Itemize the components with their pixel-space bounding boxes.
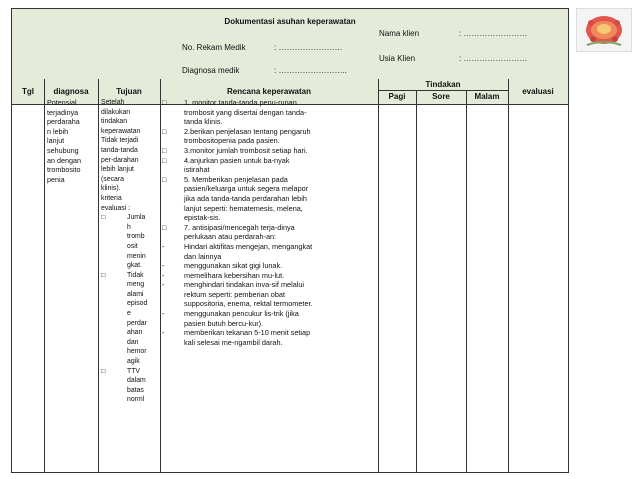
- tujuan-line: tindakan: [101, 118, 128, 126]
- diagnosa-medik-label: Diagnosa medik: [182, 66, 240, 75]
- criteria-line: [101, 319, 147, 329]
- criteria-line: [101, 252, 147, 262]
- rencana-text: jika ada tanda-tanda perdarahan lebih: [184, 193, 307, 203]
- dash-marker: -: [162, 241, 165, 251]
- rencana-line: [162, 146, 376, 156]
- col-malam: Malam: [474, 92, 500, 101]
- rencana-text: trombositopenia pada pasien.: [184, 136, 280, 146]
- rencana-text: Hindari aktifitas mengejan, mengangkat: [184, 241, 313, 251]
- col-sore: Sore: [432, 92, 450, 101]
- rencana-line: [162, 127, 376, 137]
- grid-line: [98, 79, 99, 472]
- rencana-line: [162, 136, 376, 146]
- criteria-text: Tidak: [127, 271, 144, 279]
- rencana-line: [162, 280, 376, 290]
- tujuan-line: klinis).: [101, 185, 121, 193]
- criteria-line: [101, 386, 147, 396]
- rencana-line: [162, 338, 376, 348]
- rencana-text: rektum seperti: pemberian obat: [184, 289, 285, 299]
- checkbox-icon: □: [162, 98, 167, 107]
- criteria-text: perdar: [127, 319, 147, 327]
- checkbox-icon: □: [162, 145, 167, 155]
- col-tindakan: Tindakan: [425, 80, 461, 89]
- criteria-text: gkat.: [127, 262, 142, 270]
- diagnosa-line: sehubung: [47, 145, 79, 155]
- criteria-text: hemor: [127, 348, 147, 356]
- rencana-line: [162, 184, 376, 194]
- rencana-text: lanjut seperti: hematemesis, melena,: [184, 203, 303, 213]
- criteria-line: [101, 213, 147, 223]
- dash-marker: -: [162, 261, 165, 271]
- diagnosa-line: Potensial: [47, 98, 77, 107]
- rencana-line: [162, 117, 376, 127]
- rencana-line: [162, 98, 376, 108]
- diagnosa-cell: [47, 98, 81, 184]
- usia-klien-label: Usia Klien: [379, 54, 416, 63]
- tujuan-line: dilakukan: [101, 108, 131, 116]
- rencana-line: [162, 328, 376, 338]
- rencana-line: [162, 175, 376, 185]
- criteria-line: [101, 338, 147, 348]
- rencana-line: [162, 108, 376, 118]
- rekam-medik-value: : ……………………: [274, 43, 343, 52]
- rencana-line: [162, 165, 376, 175]
- diagnosa-line: an dengan: [47, 155, 81, 165]
- rencana-text: 3.monitor jumlah trombosit setiap hari.: [184, 145, 308, 155]
- tujuan-line: evaluasi :: [101, 204, 131, 212]
- checkbox-icon: □: [162, 155, 167, 165]
- criteria-text: episod: [127, 300, 148, 308]
- rencana-text: pasien butuh bercu-kur).: [184, 318, 264, 328]
- rencana-text: memelihara kebersihan mu-lut.: [184, 270, 285, 280]
- diagnosa-line: penia: [47, 174, 65, 184]
- criteria-text: ahan: [127, 329, 143, 337]
- checkbox-icon: □: [101, 367, 106, 375]
- dash-marker: -: [162, 309, 165, 319]
- grid-line: [378, 79, 379, 472]
- rencana-line: [162, 252, 376, 262]
- criteria-text: agik: [127, 358, 140, 366]
- col-diagnosa: diagnosa: [53, 87, 89, 96]
- usia-klien-value: : ……………………: [459, 54, 528, 63]
- rencana-text: 5. Memberikan penjelasan pada: [184, 174, 288, 184]
- criteria-text: meng: [127, 281, 145, 289]
- criteria-line: [101, 347, 147, 357]
- grid-line: [508, 79, 509, 472]
- criteria-text: norml: [127, 396, 145, 404]
- rencana-line: [162, 309, 376, 319]
- criteria-line: [101, 309, 147, 319]
- rencana-text: perlukaan atau perdarah-an:: [184, 232, 277, 242]
- rencana-text: 2.berikan penjelasan tentang pengaruh: [184, 126, 311, 136]
- criteria-line: [101, 367, 147, 377]
- nama-klien-value: : ……………………: [459, 29, 528, 38]
- rencana-line: [162, 271, 376, 281]
- criteria-text: osit: [127, 242, 138, 250]
- checkbox-icon: □: [162, 174, 167, 184]
- criteria-line: [101, 242, 147, 252]
- rencana-line: [162, 290, 376, 300]
- dash-marker: -: [162, 328, 165, 338]
- col-tgl: Tgl: [22, 87, 34, 96]
- grid-line: [160, 79, 161, 472]
- diagnosa-line: terjadinya: [47, 107, 79, 117]
- criteria-text: menin: [127, 252, 146, 260]
- col-tujuan: Tujuan: [116, 87, 142, 96]
- criteria-text: Jumla: [127, 214, 146, 222]
- tindakan-divider: [378, 90, 508, 91]
- diagnosa-medik-value: : ……………………..: [274, 66, 347, 75]
- dash-marker: -: [162, 280, 165, 290]
- rencana-text: 7. antisipasi/mencegah terja-dinya: [184, 222, 295, 232]
- criteria-text: batas: [127, 386, 144, 394]
- rencana-text: suppositoria, enema, rektal termometer.: [184, 299, 313, 309]
- criteria-line: [101, 223, 147, 233]
- rencana-text: dan lainnya: [184, 251, 222, 261]
- criteria-line: [101, 299, 147, 309]
- criteria-text: e: [127, 310, 131, 318]
- dash-marker: -: [162, 270, 165, 280]
- rencana-text: menggunakan pencukur lis-trik (jika: [184, 309, 299, 319]
- tujuan-line: Setelah: [101, 99, 125, 106]
- rencana-text: 1. monitor tanda-tanda penu-runan: [184, 98, 297, 107]
- criteria-line: [101, 280, 147, 290]
- tujuan-line: keperawatan: [101, 127, 141, 135]
- criteria-line: [101, 271, 147, 281]
- checkbox-icon: □: [101, 214, 106, 222]
- tujuan-cell: [101, 98, 147, 405]
- rencana-text: pasien/keluarga untuk segera melapor: [184, 184, 309, 194]
- rencana-line: [162, 223, 376, 233]
- criteria-line: [101, 232, 147, 242]
- rencana-line: [162, 194, 376, 204]
- tujuan-line: per-darahan: [101, 156, 139, 164]
- criteria-line: [101, 395, 147, 405]
- rencana-line: [162, 319, 376, 329]
- checkbox-icon: □: [101, 271, 106, 279]
- criteria-text: dalam: [127, 377, 146, 385]
- rencana-text: menghindari tindakan inva-sif melalui: [184, 280, 305, 290]
- nama-klien-label: Nama klien: [379, 29, 420, 38]
- rencana-text: tanda klinis.: [184, 117, 223, 127]
- rencana-line: [162, 261, 376, 271]
- rencana-line: [162, 242, 376, 252]
- rencana-line: [162, 156, 376, 166]
- rencana-text: memberikan tekanan 5-10 menit setiap: [184, 328, 311, 338]
- rencana-text: epistak-sis.: [184, 213, 221, 223]
- rekam-medik-label: No. Rekam Medik: [182, 43, 246, 52]
- rencana-text: istirahat: [184, 165, 210, 175]
- tujuan-line: kriteria: [101, 194, 122, 202]
- rencana-text: kali selesai me-ngambil darah.: [184, 337, 283, 347]
- grid-line: [44, 79, 45, 472]
- diagnosa-line: n lebih: [47, 126, 69, 136]
- tujuan-line: lebih lanjut: [101, 166, 134, 174]
- criteria-line: [101, 261, 147, 271]
- grid-line: [416, 90, 417, 472]
- criteria-line: [101, 357, 147, 367]
- rencana-text: menggunakan sikat gigi lunak.: [184, 261, 283, 271]
- col-rencana: Rencana keperawatan: [226, 87, 312, 96]
- criteria-text: alami: [127, 290, 144, 298]
- diagnosa-line: trombosito: [47, 165, 81, 175]
- diagnosa-line: lanjut: [47, 136, 65, 146]
- criteria-line: [101, 290, 147, 300]
- rencana-line: [162, 232, 376, 242]
- criteria-text: dan: [127, 338, 139, 346]
- rencana-line: [162, 299, 376, 309]
- diagnosa-line: perdaraha: [47, 117, 80, 127]
- rencana-line: [162, 213, 376, 223]
- tujuan-line: Tidak terjadi: [101, 137, 139, 145]
- criteria-text: TTV: [127, 367, 141, 375]
- criteria-line: [101, 376, 147, 386]
- checkbox-icon: □: [162, 222, 167, 232]
- checkbox-icon: □: [162, 126, 167, 136]
- criteria-text: h: [127, 223, 131, 231]
- rencana-text: 4.anjurkan pasien untuk ba-nyak: [184, 155, 290, 165]
- criteria-text: tromb: [127, 233, 145, 241]
- criteria-line: [101, 328, 147, 338]
- tujuan-line: tanda-tanda: [101, 146, 138, 154]
- rencana-cell: [162, 98, 376, 347]
- rencana-line: [162, 204, 376, 214]
- document-title: Dokumentasi asuhan keperawatan: [224, 17, 356, 26]
- col-evaluasi: evaluasi: [522, 87, 554, 96]
- flower-photo-icon: [576, 8, 632, 52]
- document-header: [12, 9, 568, 80]
- rencana-text: trombosit yang disertai dengan tanda-: [184, 107, 307, 117]
- nursing-care-document: [11, 8, 569, 473]
- tujuan-line: (secara: [101, 175, 124, 183]
- col-pagi: Pagi: [388, 92, 406, 101]
- grid-line: [466, 90, 467, 472]
